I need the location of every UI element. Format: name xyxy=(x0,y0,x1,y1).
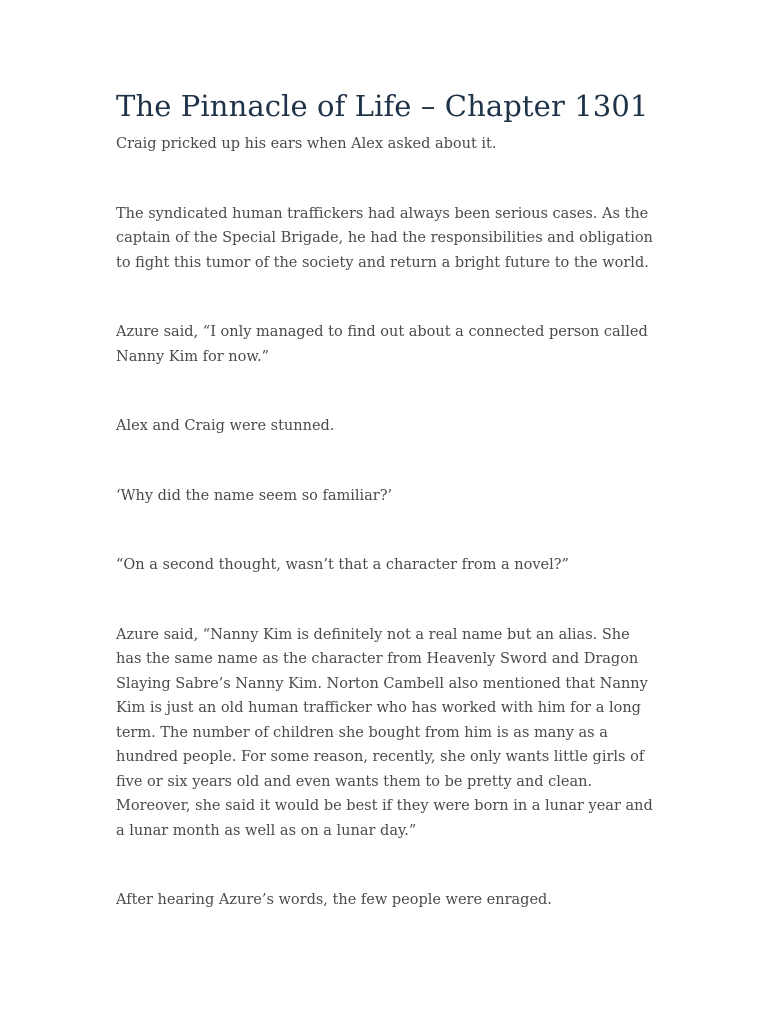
document-page xyxy=(116,84,656,913)
paragraph: Azure said, “Nanny Kim is definitely not a real name but an alias. She has the same name as the character from Heavenly Sword and Dragon Slaying Sabre’s Nanny Kim. Norton Cambell also mentioned that Nanny Kim is just an old human trafficker who has worked with him for a long term. The number of children she bought from him is as many as a hundred people. For some reason, recently, she only wants little girls of five or six years old and even wants them to be pretty and clean. Moreover, she said it would be best if they were born in a lunar year and a lunar month as well as on a lunar day.” xyxy=(116,626,653,839)
paragraph: “On a second thought, wasn’t that a character from a novel?” xyxy=(116,557,569,573)
paragraph: Alex and Craig were stunned. xyxy=(116,418,335,434)
paragraph: Azure said, “I only managed to find out about a connected person called Nanny Kim for now.” xyxy=(116,324,648,365)
paragraph: ‘Why did the name seem so familiar?’ xyxy=(116,487,393,504)
chapter-title: The Pinnacle of Life – Chapter 1301 xyxy=(116,89,649,123)
paragraph: Craig pricked up his ears when Alex asked about it. xyxy=(116,136,497,152)
paragraph: The syndicated human traffickers had always been serious cases. As the captain of the Special Brigade, he had the responsibilities and obligation to fight this tumor of the society and return a bright future to the world. xyxy=(116,205,653,271)
paragraph: After hearing Azure’s words, the few people were enraged. xyxy=(116,892,552,908)
